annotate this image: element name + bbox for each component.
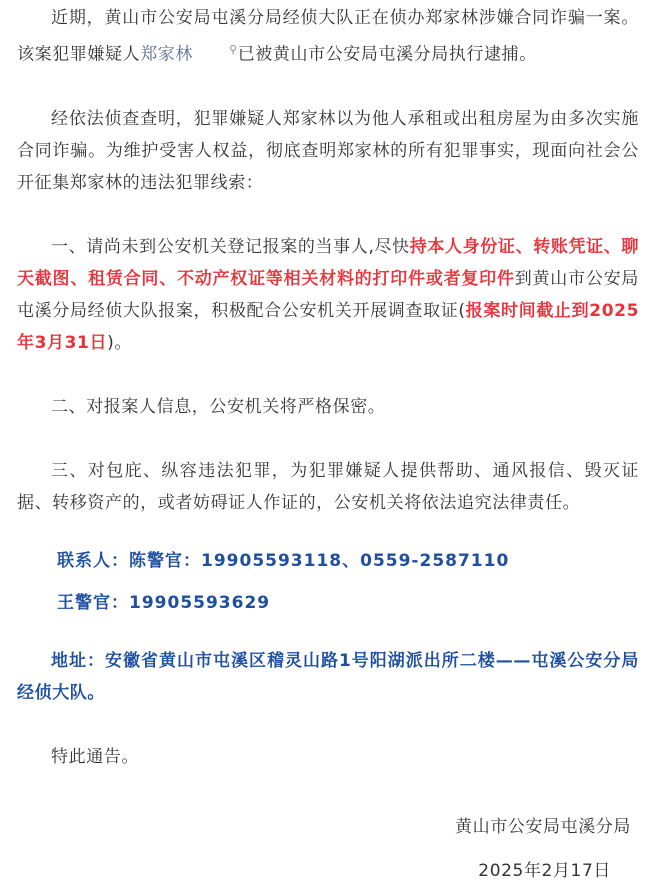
investigation-text: 经依法侦查查明，犯罪嫌疑人郑家林以为他人承租或出租房屋为由多次实施合同诈骗。为维护受害人权益，彻底查明郑家林的所有犯罪事实，现面向社会公开征集郑家林的违法犯罪线索： bbox=[17, 108, 639, 193]
contact-line-2: 王警官：19905593629 bbox=[57, 592, 271, 613]
item1-text-b: 到黄山市公安局屯溪分局经侦大队报案，积极配合公安机关开展调查取证( bbox=[17, 268, 639, 321]
paragraph-item-3 bbox=[17, 455, 639, 519]
search-icon[interactable]: ⚲ bbox=[229, 43, 238, 56]
paragraph-intro bbox=[17, 2, 639, 71]
closing-notice bbox=[17, 741, 639, 773]
item1-deadline-highlight: 报案时间截止到2025年3月31日 bbox=[17, 300, 640, 353]
article-body bbox=[17, 0, 639, 887]
issuing-organization: 黄山市公安局屯溪分局 bbox=[455, 816, 631, 837]
item1-materials-highlight: 持本人身份证、转账凭证、聊天截图、租赁合同、不动产权证等相关材料的打印件或者复印件 bbox=[17, 236, 639, 289]
issue-date: 2025年2月17日 bbox=[478, 860, 611, 881]
item3-text: 三、对包庇、纵容违法犯罪，为犯罪嫌疑人提供帮助、通风报信、毁灭证据、转移资产的，或者妨碍证人作证的，公安机关将依法追究法律责任。 bbox=[17, 460, 639, 513]
contact-line-1: 联系人：陈警官：19905593118、0559-2587110 bbox=[57, 550, 510, 571]
item1-text-a: 一、请尚未到公安机关登记报案的当事人,尽快 bbox=[51, 236, 410, 257]
intro-text-a: 近期，黄山市公安局屯溪分局经侦大队正在侦办郑家林涉嫌合同诈骗一案。该案犯罪嫌疑人 bbox=[17, 8, 639, 65]
contact-address bbox=[17, 645, 639, 709]
notice-text: 特此通告。 bbox=[51, 746, 139, 767]
address-text: 地址：安徽省黄山市屯溪区稽灵山路1号阳湖派出所二楼——屯溪公安分局经侦大队。 bbox=[17, 650, 639, 703]
suspect-name-link[interactable]: 郑家林 bbox=[140, 44, 194, 65]
paragraph-item-1 bbox=[17, 231, 639, 359]
paragraph-investigation bbox=[17, 103, 639, 199]
paragraph-item-2 bbox=[17, 391, 639, 423]
intro-text-b: 已被黄山市公安局屯溪分局执行逮捕。 bbox=[237, 44, 537, 65]
item2-text: 二、对报案人信息，公安机关将严格保密。 bbox=[51, 396, 386, 417]
item1-text-c: )。 bbox=[107, 332, 132, 353]
